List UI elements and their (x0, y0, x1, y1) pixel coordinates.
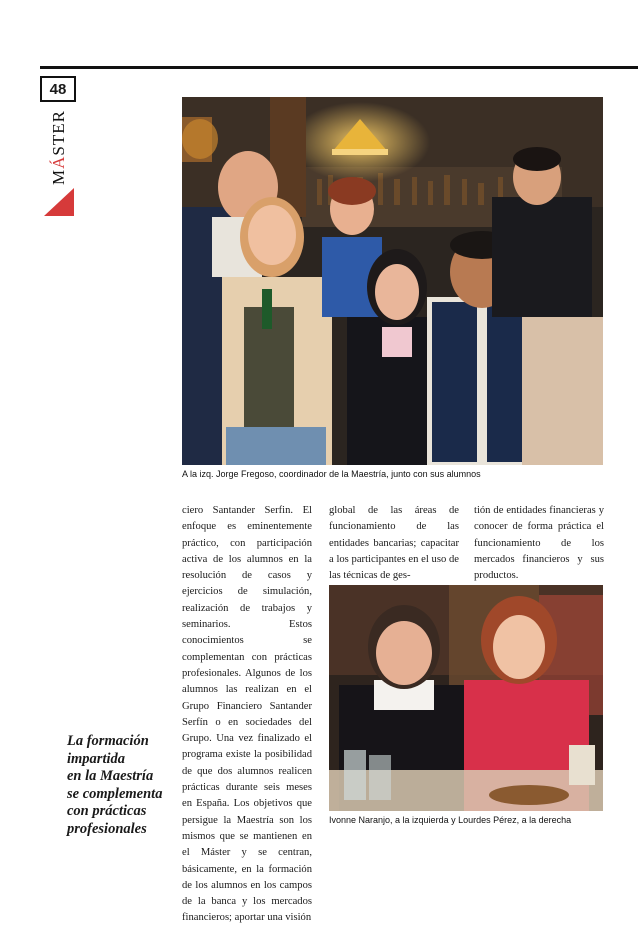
two-women-photo-illustration (329, 585, 603, 811)
body-text-col2: global de las áreas de funcionamiento de las entidades bancarias; capacitar a los participantes en el uso de las técnicas de ges- (329, 505, 459, 582)
pull-quote-line: con prácticas (67, 803, 147, 819)
body-text-col3: tión de entidades financieras y conocer de forma práctica el funcionamiento de los mercados financieros y sus productos. (474, 505, 604, 582)
page-number: 48 (40, 76, 76, 102)
pull-quote-line: impartida (67, 750, 126, 767)
section-label-suffix: STER (49, 110, 68, 156)
group-photo-illustration (182, 97, 603, 465)
section-label (49, 110, 69, 185)
body-column-1 (182, 503, 312, 927)
pull-quote (67, 733, 179, 838)
pull-quote-line: profesionales (67, 820, 147, 837)
pull-quote-line: en la Maestría (67, 768, 154, 784)
top-rule (40, 66, 638, 69)
pull-quote-line: La formación (67, 733, 149, 749)
group-photo-caption: A la izq. Jorge Fregoso, coordinador de la Maestría, junto con sus alumnos (182, 469, 481, 479)
group-photo (182, 97, 603, 465)
body-column-2 (329, 503, 459, 584)
section-label-prefix: M (49, 168, 68, 185)
body-text-col1: ciero Santander Serfin. El enfoque es eminentemente práctico, con participación activa de los alumnos en la resolución de casos y ejercicios de simulación, realización de trabajos y seminarios. Estos conocimientos se complementan con prácticas profesionales. Algunos de los alumnos las realizan en el Grupo Financiero Santander Serfín o en sociedades del Grupo. Una vez finalizado el programa existe la posibilidad de que dos alumnos realicen prácticas durante seis meses en España. Los objetivos que persigue la Maestría son los mismos que se mantienen en el Máster y se centran, básicamente, en la formación de los alumnos en los campos de la banca y los mercados financieros; aportar una visión (182, 505, 312, 924)
two-women-photo-caption: Ivonne Naranjo, a la izquierda y Lourdes Pérez, a la derecha (329, 815, 572, 825)
pull-quote-line: se complementa (67, 785, 163, 802)
body-column-3 (474, 503, 604, 584)
section-label-accent: Á (49, 155, 68, 169)
two-women-photo (329, 585, 603, 811)
red-triangle-icon (44, 188, 74, 216)
